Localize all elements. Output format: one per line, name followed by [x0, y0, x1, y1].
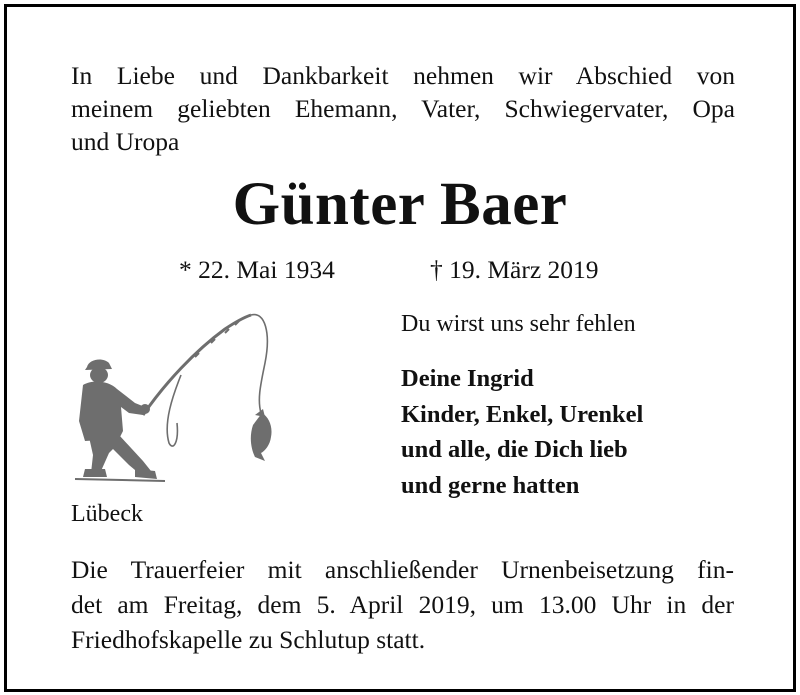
- place: Lübeck: [71, 501, 143, 527]
- intro-line: meinem geliebten Ehemann, Vater, Schwiegervater, Opa: [71, 94, 735, 123]
- obituary-card: [4, 4, 796, 692]
- birth-date: * 22. Mai 1934: [179, 255, 335, 284]
- angler-fishing-icon: [65, 303, 295, 493]
- funeral-text: [71, 552, 734, 657]
- mourners-block: [401, 361, 643, 503]
- funeral-line: Die Trauerfeier mit anschließender Urnenbeisetzung fin-: [71, 555, 734, 584]
- mourner-line: Deine Ingrid: [401, 365, 534, 392]
- mourner-line: und gerne hatten: [401, 471, 580, 499]
- intro-line: In Liebe und Dankbarkeit nehmen wir Abschied von: [71, 61, 735, 90]
- funeral-line: det am Freitag, dem 5. April 2019, um 13.00 Uhr in der: [71, 590, 734, 619]
- mourner-line: und alle, die Dich lieb: [401, 436, 628, 463]
- intro-text: [71, 59, 735, 125]
- intro-line-last: und Uropa: [71, 127, 180, 156]
- mourner-line: Kinder, Enkel, Urenkel: [401, 400, 644, 428]
- motto: Du wirst uns sehr fehlen: [401, 311, 636, 337]
- death-date: † 19. März 2019: [430, 255, 599, 284]
- funeral-line: Friedhofskapelle zu Schlutup statt.: [71, 625, 426, 654]
- deceased-name: Günter Baer: [232, 171, 568, 238]
